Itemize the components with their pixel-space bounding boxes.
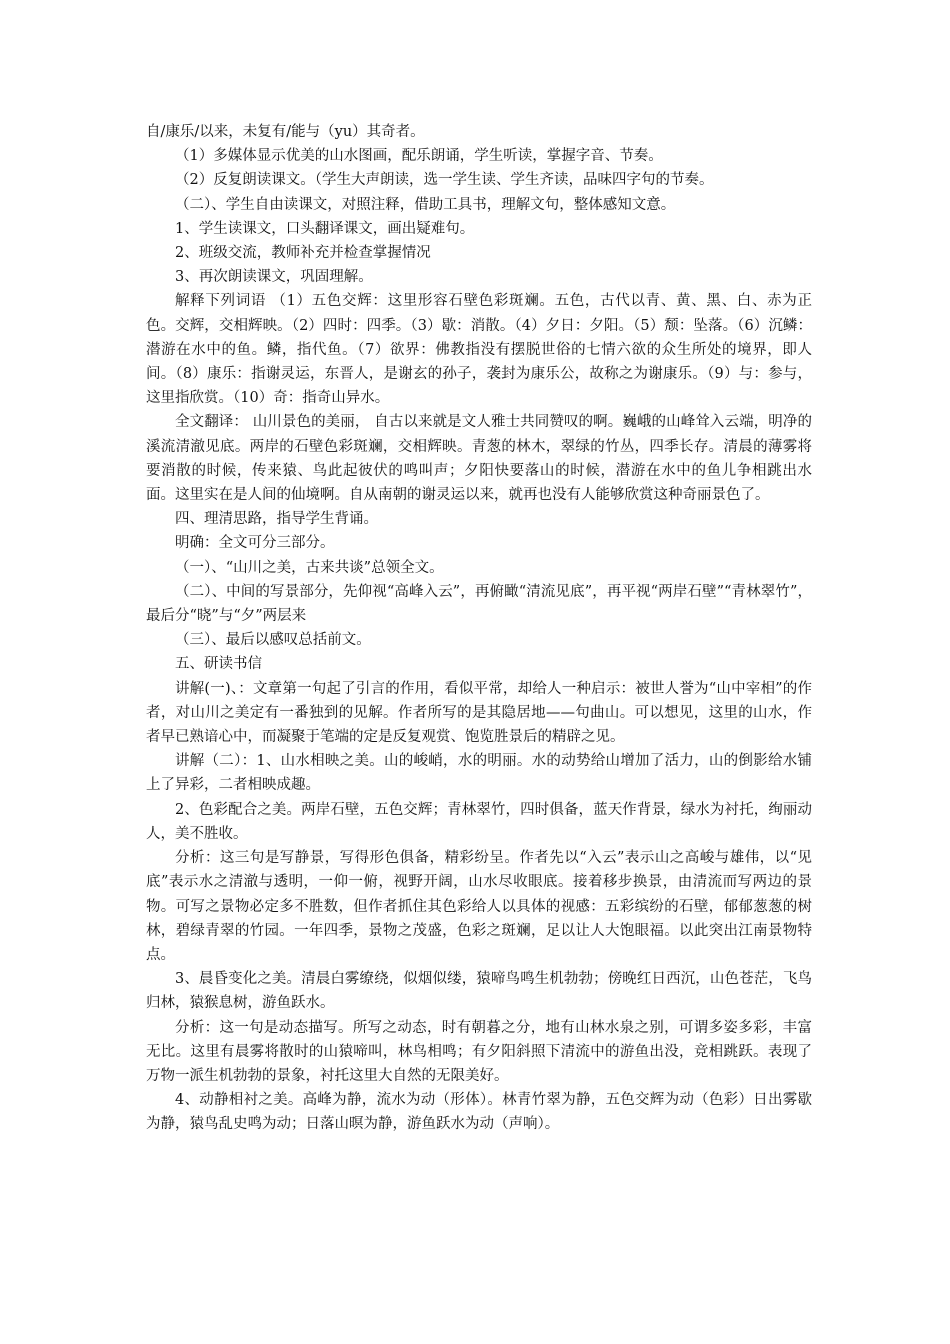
paragraph: 全文翻译： 山川景色的美丽， 自古以来就是文人雅士共同赞叹的啊。巍峨的山峰耸入云端，明净的溪流清澈见底。两岸的石壁色彩斑斓，交相辉映。青葱的林木，翠绿的竹丛，四季长存。清晨的薄雾将要消散的时候，传来猿、鸟此起彼伏的鸣叫声；夕阳快要落山的时候，潜游在水中的鱼儿争相跳出水面。这里实在是人间的仙境啊。自从南朝的谢灵运以来，就再也没有人能够欣赏这种奇丽景色了。: [146, 414, 812, 504]
paragraph: 解释下列词语 （1）五色交辉：这里形容石壁色彩斑斓。五色，古代以青、黄、黑、白、赤为正色。交辉，交相辉映。（2）四时：四季。（3）歇：消散。（4）夕日：夕阳。（5）颓：坠落。（6）沉鳞：潜游在水中的鱼。鳞，指代鱼。（7）欲界：佛教指没有摆脱世俗的七情六欲的众生所处的境界，即人间。（8）康乐：指谢灵运，东晋人，是谢玄的孙子，袭封为康乐公，故称之为谢康乐。（9）与：参与，这里指欣赏。（10）奇：指奇山异水。: [146, 293, 812, 407]
paragraph: 1、学生读课文，口头翻译课文，画出疑难句。: [175, 220, 475, 237]
paragraph: 分析：这三句是写静景，写得形色俱备，精彩纷呈。作者先以“入云”表示山之高峻与雄伟，以“见底”表示水之清澈与透明，一仰一俯，视野开阔，山水尽收眼底。接着移步换景，由清流而写两边的景物。可写之景物必定多不胜数，但作者抓住其色彩给人以具体的视感：五彩缤纷的石壁，郁郁葱葱的树林，碧绿青翠的竹园。一年四季，景物之茂盛，色彩之斑斓，足以让人大饱眼福。以此突出江南景物特点。: [146, 850, 812, 963]
document-page: [146, 120, 812, 1137]
paragraph: 3、再次朗读课文，巩固理解。: [175, 269, 373, 286]
paragraph: 2、班级交流，教师补充并检查掌握情况: [175, 245, 431, 262]
paragraph: （一）、“山川之美，古来共谈”总领全文。: [175, 559, 444, 576]
paragraph: 讲解（二）：1、山水相映之美。山的峻峭，水的明丽。水的动势给山增加了活力，山的倒影给水铺上了异彩，二者相映成趣。: [146, 753, 812, 794]
paragraph: （二）、中间的写景部分，先仰视“高峰入云”，再俯瞰“清流见底”，再平视“两岸石壁”“青林翠竹”，最后分“晓”与“夕”两层来: [146, 583, 812, 625]
paragraph: （2）反复朗读课文。（学生大声朗读，选一学生读、学生齐读，品味四字句的节奏。: [175, 172, 714, 189]
paragraph: 3、晨昏变化之美。清晨白雾缭绕，似烟似缕，猿啼鸟鸣生机勃勃；傍晚红日西沉，山色苍茫，飞鸟归林，猿猴息树，游鱼跃水。: [146, 971, 812, 1012]
paragraph: 明确：全文可分三部分。: [175, 535, 335, 552]
paragraph: 四、理清思路，指导学生背诵。: [175, 511, 378, 528]
paragraph: （1）多媒体显示优美的山水图画，配乐朗诵，学生听读，掌握字音、节奏。: [175, 148, 663, 165]
paragraph: （二）、学生自由读课文，对照注释，借助工具书，理解文句，整体感知文意。: [175, 196, 676, 213]
paragraph: 2、色彩配合之美。两岸石壁，五色交辉；青林翠竹，四时俱备，蓝天作背景，绿水为衬托，绚丽动人，美不胜收。: [146, 801, 812, 842]
paragraph: 讲解(一)、：文章第一句起了引言的作用，看似平常，却给人一种启示：被世人誉为“山中宰相”的作者，对山川之美定有一番独到的见解。作者所写的是其隐居地——句曲山。可以想见，这里的山水，作者早已熟谙心中，而凝聚于笔端的定是反复观赏、饱览胜景后的精辟之见。: [146, 680, 812, 746]
paragraph: （三）、最后以感叹总括前文。: [175, 632, 371, 649]
paragraph: 分析：这一句是动态描写。所写之动态，时有朝暮之分，地有山林水泉之别，可谓多姿多彩，丰富无比。这里有晨雾将散时的山猿啼叫，林鸟相鸣；有夕阳斜照下清流中的游鱼出没，竞相跳跃。表现了万物一派生机勃勃的景象，衬托这里大自然的无限美好。: [146, 1019, 812, 1084]
paragraph: 4、动静相衬之美。高峰为静，流水为动（形体）。林青竹翠为静，五色交辉为动（色彩）日出雾歇为静，猿鸟乱史鸣为动；日落山暝为静，游鱼跃水为动（声响）。: [146, 1092, 812, 1133]
paragraph: 自/康乐/以来，未复有/能与（yu）其奇者。: [146, 124, 425, 140]
paragraph: 五、研读书信: [175, 656, 262, 673]
